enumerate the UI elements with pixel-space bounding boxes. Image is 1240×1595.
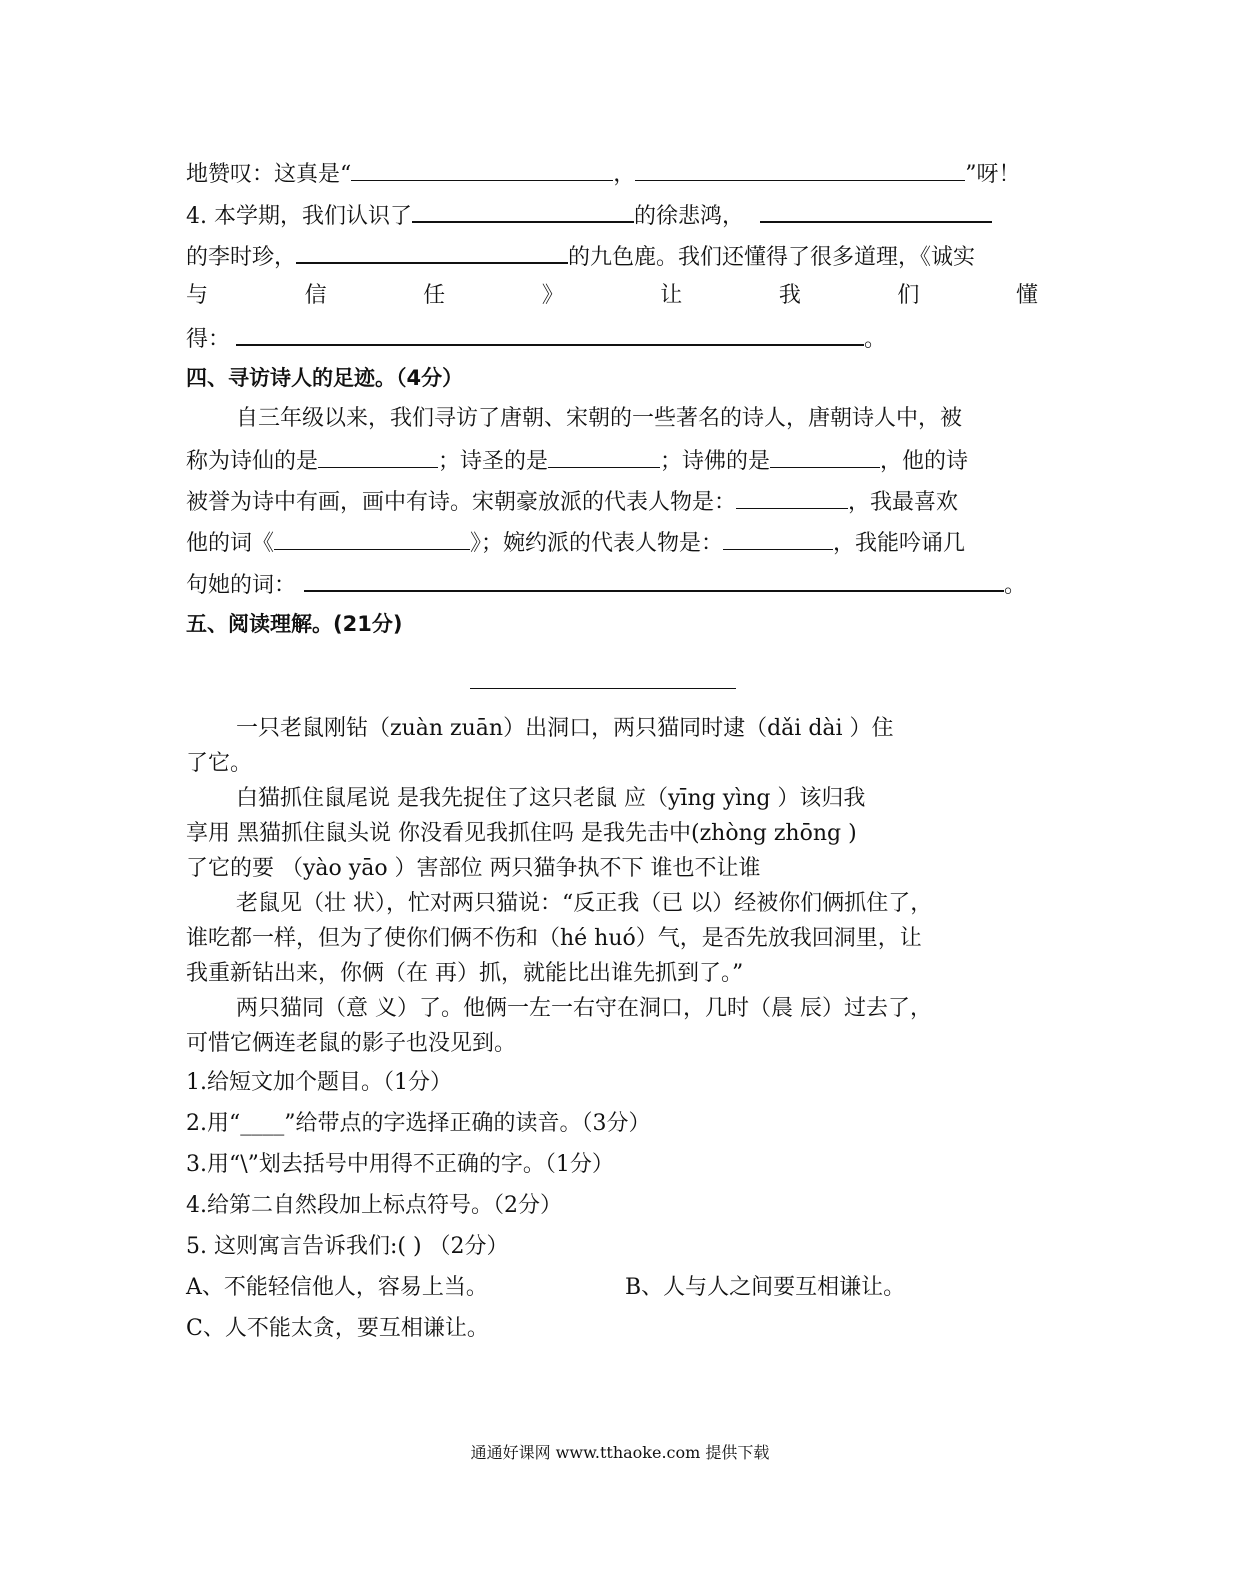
q4-b-suffix: 的九色鹿。我们还懂得了很多道理，《诚实 <box>568 245 976 270</box>
q4-blank-1[interactable] <box>412 199 634 223</box>
q4-a-mid: 的徐悲鸿， <box>633 204 744 229</box>
passage-p2-line-2: 享用 黑猫抓住鼠头说 你没看见我抓住吗 是我先击中(zhòng zhōng ) <box>186 821 857 846</box>
section4-heading: 四、寻访诗人的足迹。（4分） <box>186 366 464 390</box>
section5-heading: 五、阅读理解。(21分) <box>186 612 403 636</box>
q4-a-prefix: 4. 本学期，我们认识了 <box>186 204 412 229</box>
s4-text: ，他的诗 <box>880 449 969 474</box>
section4-line-3 <box>186 486 1038 518</box>
q4-char: 懂 <box>1015 283 1038 308</box>
q4-d-prefix: 得： <box>186 327 231 352</box>
passage-p2-line-1: 白猫抓住鼠尾说 是我先捉住了这只老鼠 应（yīng yìng ）该归我 <box>236 786 866 811</box>
q4-d-suffix: 。 <box>864 327 887 352</box>
option-c[interactable]: C、人不能太贪，要互相谦让。 <box>186 1316 489 1341</box>
q4-line-2 <box>186 240 1038 273</box>
poet-sage-blank[interactable] <box>548 445 660 468</box>
q4-char: 们 <box>897 283 920 308</box>
question-4: 4.给第二自然段加上标点符号。（2分） <box>186 1193 562 1218</box>
s4-text: 句她的词： <box>186 573 297 598</box>
q3-blank-1[interactable] <box>351 158 613 181</box>
section4-line-1: 自三年级以来，我们寻访了唐朝、宋朝的一些著名的诗人，唐朝诗人中，被 <box>236 406 963 431</box>
question-5: 5. 这则寓言告诉我们:( ) （2分） <box>186 1234 509 1259</box>
favorite-ci-blank[interactable] <box>274 527 470 550</box>
q4-blank-3[interactable] <box>296 240 568 264</box>
q4-line-3 <box>186 281 1038 311</box>
q4-blank-2[interactable] <box>760 199 992 223</box>
passage-p3-line-1: 老鼠见（壮 状），忙对两只猫说：“反正我（已 以）经被你们俩抓住了， <box>236 891 933 916</box>
s4-text: 他的词《 <box>186 531 275 556</box>
s4-text: 。 <box>1004 573 1027 598</box>
passage-p4-line-2: 可惜它俩连老鼠的影子也没见到。 <box>186 1031 517 1056</box>
question-1: 1.给短文加个题目。（1分） <box>186 1070 452 1095</box>
option-b[interactable]: B、人与人之间要互相谦让。 <box>625 1275 906 1300</box>
q3-tail-line <box>186 158 1038 190</box>
q4-b-prefix: 的李时珍， <box>186 245 297 270</box>
q4-blank-4[interactable] <box>236 322 864 346</box>
q3-comma: ， <box>613 162 636 187</box>
passage-p3-line-2: 谁吃都一样，但为了使你们俩不伤和（hé huó）气，是否先放我回洞里，让 <box>186 926 922 951</box>
passage-p1-line-2: 了它。 <box>186 751 253 776</box>
q3-blank-2[interactable] <box>635 158 965 181</box>
q3-suffix: ”呀！ <box>965 162 1021 187</box>
s4-text: 称为诗仙的是 <box>186 449 319 474</box>
s4-text: 被誉为诗中有画，画中有诗。宋朝豪放派的代表人物是： <box>186 490 737 515</box>
passage-p3-line-3: 我重新钻出来，你俩（在 再）抓，就能比出谁先抓到了。” <box>186 961 744 986</box>
haofang-poet-blank[interactable] <box>736 486 848 509</box>
recite-ci-blank[interactable] <box>304 568 1004 592</box>
q3-prefix: 地赞叹：这真是“ <box>186 162 352 187</box>
s4-text: ；诗圣的是 <box>438 449 549 474</box>
passage-p2-line-3: 了它的要 （yào yāo ）害部位 两只猫争执不下 谁也不让谁 <box>186 856 761 881</box>
q4-char: 信 <box>304 283 327 308</box>
s4-text: 》；婉约派的代表人物是： <box>470 531 724 556</box>
passage-title-blank[interactable] <box>470 688 736 689</box>
q4-char: 我 <box>778 283 801 308</box>
q4-char: 》 <box>541 283 564 308</box>
passage-p1-line-1: 一只老鼠刚钻（zuàn zuān）出洞口，两只猫同时逮（dǎi dài ）住 <box>236 716 894 741</box>
section4-line-4 <box>186 527 1038 559</box>
option-a[interactable]: A、不能轻信他人，容易上当。 <box>186 1275 488 1300</box>
poet-buddha-blank[interactable] <box>770 445 880 468</box>
q4-char: 任 <box>423 283 446 308</box>
question-2: 2.用“____”给带点的字选择正确的读音。（3分） <box>186 1111 651 1136</box>
question-3: 3.用“\”划去括号中用得不正确的字。（1分） <box>186 1152 614 1177</box>
s4-text: ，我最喜欢 <box>848 490 959 515</box>
section4-line-5 <box>186 568 1038 601</box>
q4-line-4 <box>186 322 1038 355</box>
s4-text: ；诗佛的是 <box>660 449 771 474</box>
q4-char: 让 <box>660 283 683 308</box>
q4-line-1 <box>186 199 1038 232</box>
wanyue-poet-blank[interactable] <box>723 527 833 550</box>
poet-immortal-blank[interactable] <box>318 445 438 468</box>
section4-line-2 <box>186 445 1038 477</box>
q4-char: 与 <box>186 283 209 308</box>
s4-text: ，我能吟诵几 <box>833 531 966 556</box>
footer-source: 通通好课网 www.tthaoke.com 提供下载 <box>470 1443 770 1462</box>
passage-p4-line-1: 两只猫同（意 义）了。他俩一左一右守在洞口，几时（晨 辰）过去了， <box>236 996 932 1021</box>
